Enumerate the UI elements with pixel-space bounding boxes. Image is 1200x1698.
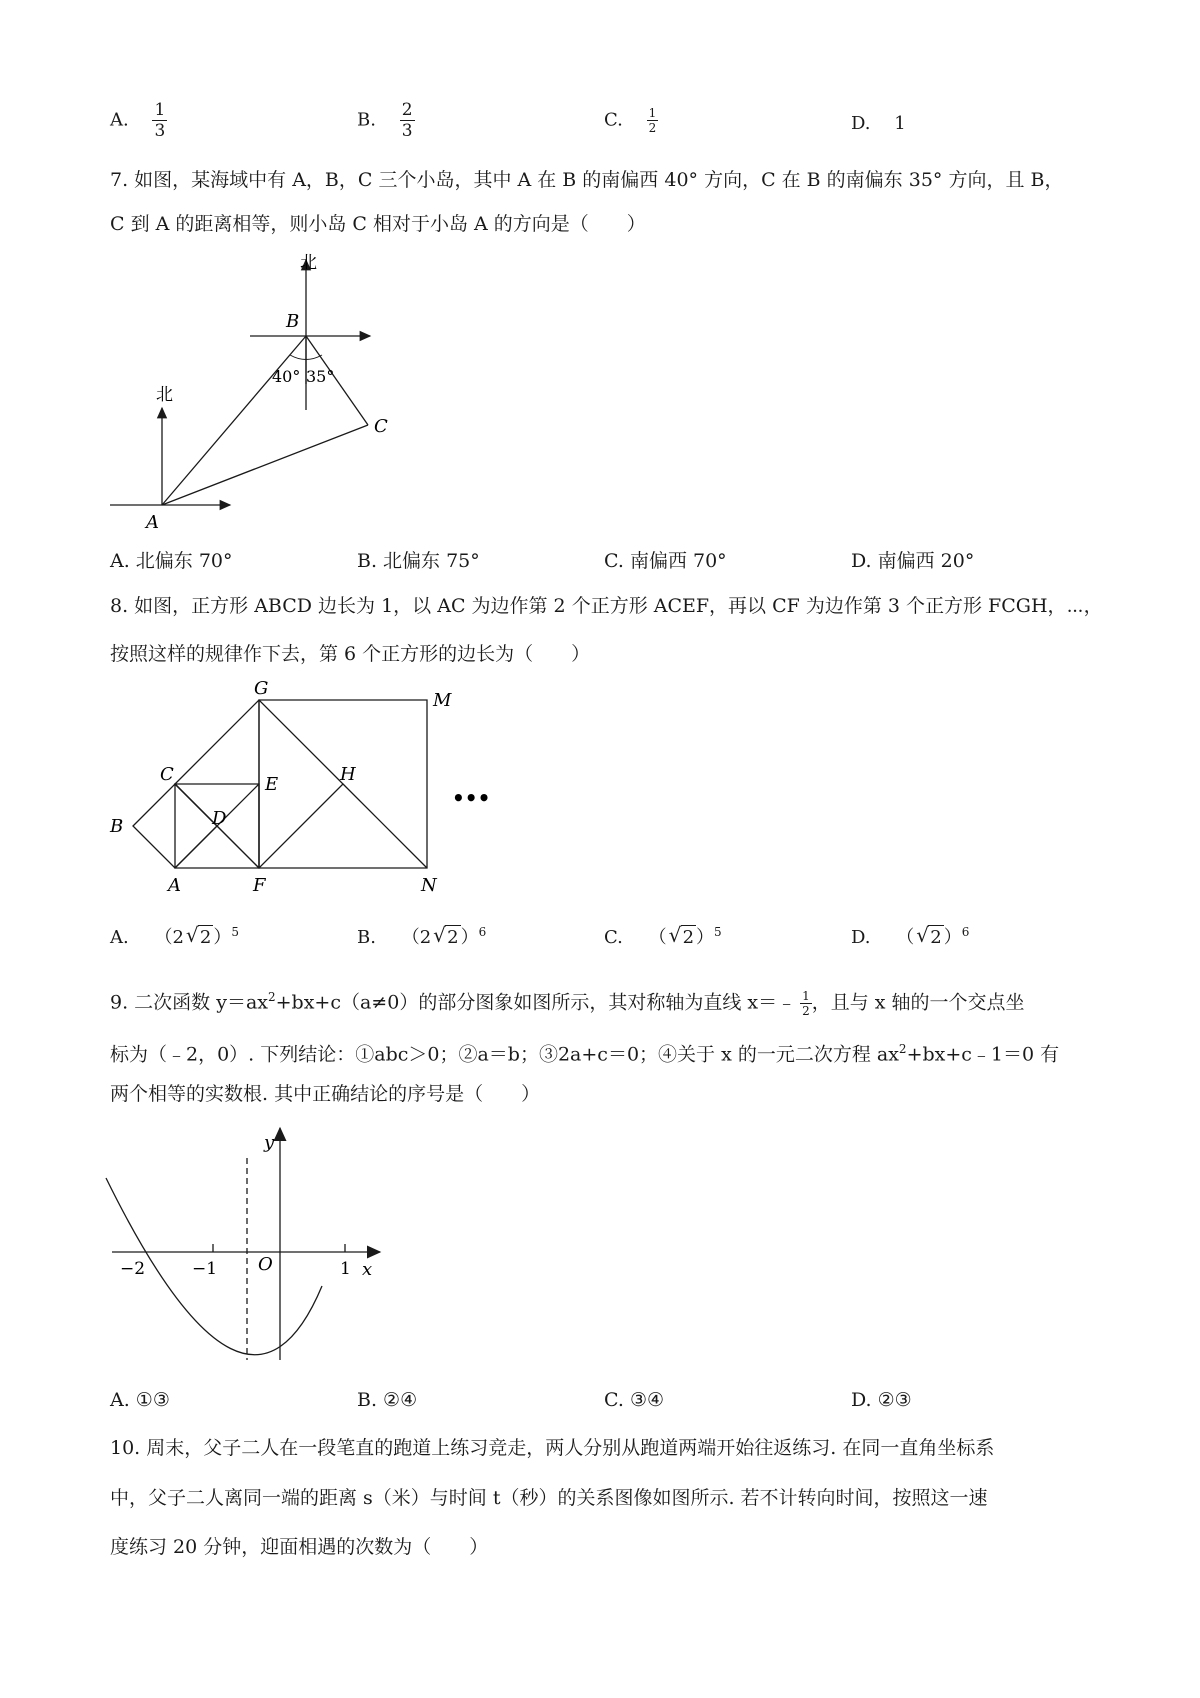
segment-ac bbox=[162, 425, 368, 505]
q9-stem-line2: 标为（﹣2，0）. 下列结论：①abc＞0；②a＝b；③2a+c＝0；④关于 x 的一元二次方程 $ax^2+bx+c﹣1=0$ 有 bbox=[110, 1042, 1060, 1066]
label-e: E bbox=[265, 774, 279, 795]
q10-stem-line1: 10. 周末，父子二人在一段笔直的跑道上练习竞走，两人分别从跑道两端开始往返练习. 在同一直角坐标系 bbox=[110, 1437, 995, 1459]
q7-option-a[interactable]: A. 北偏东 70° bbox=[110, 550, 233, 572]
fraction: $\frac{2}{3}$ bbox=[401, 100, 413, 141]
q6-option-a[interactable]: A. $\frac{1}{3}$ bbox=[110, 100, 166, 141]
segment-ab bbox=[162, 336, 306, 505]
q6-option-b[interactable]: B. $\frac{2}{3}$ bbox=[357, 100, 413, 141]
label-n: N bbox=[421, 875, 437, 896]
label-a: A bbox=[168, 875, 181, 896]
label-y: y bbox=[264, 1132, 275, 1153]
q8-stem-line2: 按照这样的规律作下去，第 6 个正方形的边长为（ ） bbox=[110, 643, 591, 665]
q6-option-c[interactable]: C. $\frac{1}{2}$ bbox=[604, 106, 657, 135]
label-north-left: 北 bbox=[156, 385, 173, 405]
tick-label-neg2: −2 bbox=[120, 1259, 146, 1279]
q7-option-b[interactable]: B. 北偏东 75° bbox=[357, 550, 480, 572]
label-x: x bbox=[362, 1259, 373, 1280]
label-g: G bbox=[254, 680, 269, 699]
label-m: M bbox=[433, 690, 452, 711]
label-b: B bbox=[286, 311, 300, 332]
q9-option-b[interactable]: B. ②④ bbox=[357, 1389, 418, 1411]
q7-figure bbox=[100, 250, 400, 540]
label-f: F bbox=[253, 875, 266, 896]
label-north-top: 北 bbox=[300, 253, 317, 273]
q9-option-a[interactable]: A. ①③ bbox=[110, 1389, 170, 1411]
q8-figure bbox=[100, 680, 520, 900]
label-h: H bbox=[340, 764, 356, 785]
angle-40: 40° bbox=[272, 367, 301, 386]
q10-stem-line2: 中，父子二人离同一端的距离 s（米）与时间 t（秒）的关系图像如图所示. 若不计转向时间，按照这一速 bbox=[110, 1487, 988, 1509]
q8-option-d[interactable]: D. （√ 2 ）$^6$ bbox=[851, 920, 969, 950]
label-d: D bbox=[212, 808, 227, 829]
q6-option-d[interactable]: D. 1 bbox=[851, 113, 906, 134]
q9-stem-line3: 两个相等的实数根. 其中正确结论的序号是（ ） bbox=[110, 1083, 541, 1105]
q9-option-c[interactable]: C. ③④ bbox=[604, 1389, 665, 1411]
q8-option-a[interactable]: A. （2√ 2 ）$^5$ bbox=[110, 920, 239, 950]
q10-stem-line3: 度练习 20 分钟，迎面相遇的次数为（ ） bbox=[110, 1536, 489, 1558]
tick-label-1: 1 bbox=[340, 1259, 351, 1279]
q9-figure bbox=[100, 1120, 400, 1365]
q8-option-b[interactable]: B. （2√ 2 ）$^6$ bbox=[357, 920, 486, 950]
fraction: $\frac{1}{2}$ bbox=[648, 106, 657, 135]
q8-stem-line1: 8. 如图，正方形 ABCD 边长为 1，以 AC 为边作第 2 个正方形 ACEF，再以 CF 为边作第 3 个正方形 FCGH，⋯， bbox=[110, 595, 1103, 617]
q7-option-d[interactable]: D. 南偏西 20° bbox=[851, 550, 975, 572]
q7-stem-line2: C 到 A 的距离相等，则小岛 C 相对于小岛 A 的方向是（ ） bbox=[110, 213, 646, 235]
q9-option-d[interactable]: D. ②③ bbox=[851, 1389, 912, 1411]
label-c: C bbox=[160, 764, 174, 785]
label-b: B bbox=[110, 816, 124, 837]
label-origin: O bbox=[258, 1254, 273, 1275]
q7-option-c[interactable]: C. 南偏西 70° bbox=[604, 550, 727, 572]
q9-stem-line1: 9. 二次函数 $y=ax^2+bx+c(a\ne 0)$的部分图象如图所示，其对称轴为直线 x＝﹣ $\frac{1}{2}$ ，且与 x 轴的一个交点坐 bbox=[110, 988, 1025, 1018]
fraction: $\frac{1}{3}$ bbox=[154, 100, 166, 141]
ellipsis: ••• bbox=[452, 786, 491, 810]
q7-stem-line1: 7. 如图，某海域中有 A，B，C 三个小岛，其中 A 在 B 的南偏西 40° 方向，C 在 B 的南偏东 35° 方向，且 B， bbox=[110, 169, 1064, 191]
fraction: $\frac{1}{2}$ bbox=[802, 988, 810, 1018]
q8-option-c[interactable]: C. （√ 2 ）$^5$ bbox=[604, 920, 722, 950]
label-c: C bbox=[374, 416, 388, 437]
angle-35: 35° bbox=[306, 367, 335, 386]
tick-label-neg1: −1 bbox=[192, 1259, 218, 1279]
label-a: A bbox=[146, 512, 159, 533]
